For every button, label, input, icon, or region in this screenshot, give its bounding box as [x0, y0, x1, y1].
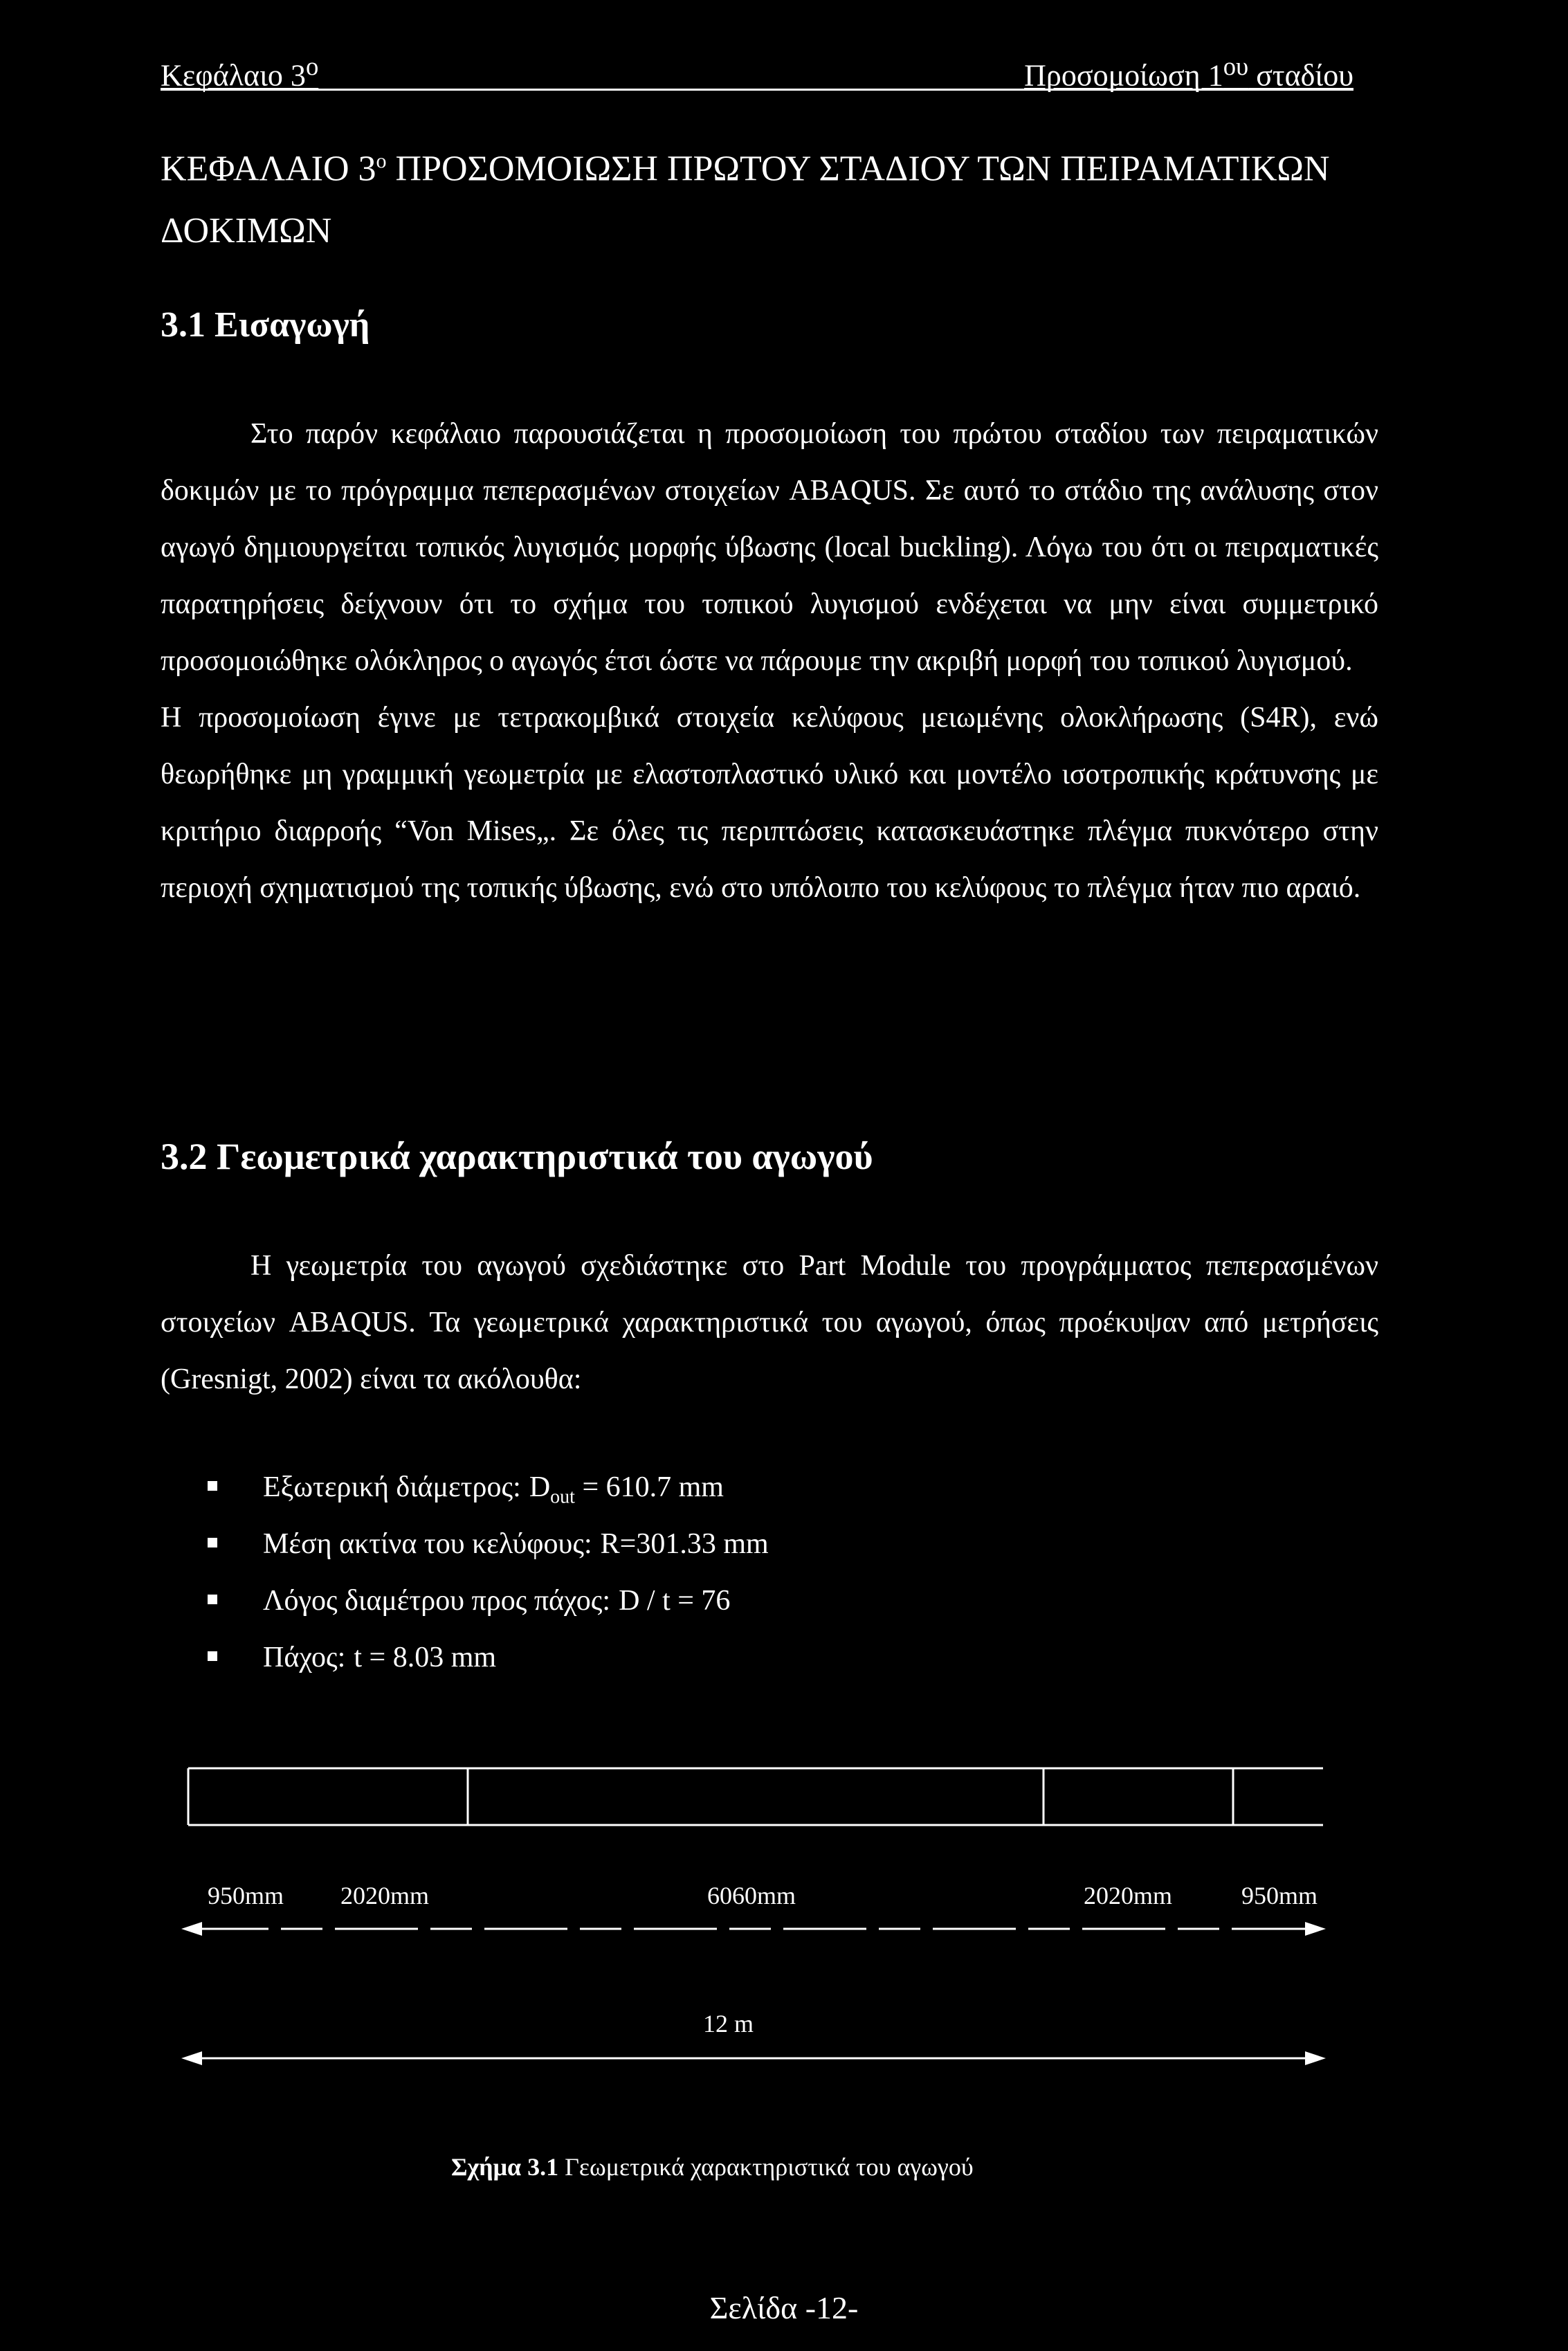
section-title-geometry: 3.2 Γεωμετρικά χαρακτηριστικά του αγωγού	[161, 1136, 873, 1177]
geometry-paragraph: Η γεωμετρία του αγωγού σχεδιάστηκε στο Part Module του προγράμματος πεπερασμένων στοιχείων ABAQUS. Τα γεωμετρικά χαρακτηριστικά του αγωγού, όπως προέκυψαν από μετρήσεις (Gresnigt, 2002) είναι τα ακόλουθα:	[161, 1250, 1378, 1395]
list-item: Πάχος: t = 8.03 mm	[208, 1629, 769, 1686]
figure-caption: Σχήμα 3.1 Γεωμετρικά χαρακτηριστικά του αγωγού	[451, 2153, 974, 2181]
arrow-left-icon	[181, 2051, 202, 2065]
segment-label: 6060mm	[707, 1882, 796, 1909]
list-item: Μέση ακτίνα του κελύφους: R=301.33 mm	[208, 1516, 769, 1572]
intro-paragraph-2: Η προσομοίωση έγινε με τετρακομβικά στοιχεία κελύφους μειωμένης ολοκλήρωσης (S4R), ενώ θεωρήθηκε μη γραμμική γεωμετρία με ελαστοπλαστικό υλικό και μοντέλο ισοτροπικής κράτυνσης με κριτήριο διαρροής “Von Mises„. Σε όλες τις περιπτώσεις κατασκευάστηκε πλέγμα πυκνότερο στην περιοχή σχηματισμού της τοπικής ύβωσης, ενώ στο υπόλοιπο του κελύφους το πλέγμα ήταν πιο αραιό.	[161, 702, 1378, 904]
intro-paragraph-1: Στο παρόν κεφάλαιο παρουσιάζεται η προσομοίωση του πρώτου σταδίου των πειραματικών δοκιμών με το πρόγραμμα πεπερασμένων στοιχείων ABAQUS. Σε αυτό το στάδιο της ανάλυσης στον αγωγό δημιουργείται τοπικός λυγισμός μορφής ύβωσης (local buckling). Λόγω του ότι οι πειραματικές παρατηρήσεις δείχνουν ότι το σχήμα του τοπικού λυγισμού ενδέχεται να μην είναι συμμετρικό προσομοιώθηκε ολόκληρος ο αγωγός έτσι ώστε να πάρουμε την ακριβή μορφή του τοπικού λυγισμού.	[161, 418, 1378, 677]
segment-label: 950mm	[208, 1882, 284, 1909]
arrow-right-icon	[1305, 1922, 1326, 1936]
section-title-intro: 3.1 Εισαγωγή	[161, 305, 370, 345]
arrow-left-icon	[181, 1922, 202, 1936]
segment-label: 950mm	[1241, 1882, 1318, 1909]
arrow-right-icon	[1305, 2051, 1326, 2065]
header-section: Προσομοίωση $1^{o\upsilon}$ σταδίου	[1024, 52, 1353, 93]
chapter-title: ΚΕΦΑΛΑΙΟ $3^o$ ΠΡΟΣΟΜΟΙΩΣΗ ΠΡΩΤΟΥ ΣΤΑΔΙΟΥ ΤΩΝ ΠΕΙΡΑΜΑΤΙΚΩΝ ΔΟΚΙΜΩΝ	[161, 149, 1330, 251]
list-item: Εξωτερική διάμετρος: $D_{out} = 610.7$ mm	[208, 1459, 769, 1516]
total-length-label: 12 m	[703, 2010, 754, 2037]
segment-label: 2020mm	[1084, 1882, 1173, 1909]
segment-label: 2020mm	[340, 1882, 430, 1909]
page-number: Σελίδα -12-	[709, 2290, 859, 2325]
header-chapter: Κεφάλαιο $3^o$	[161, 52, 319, 93]
list-item: Λόγος διαμέτρου προς πάχος: D / t = 76	[208, 1572, 769, 1629]
